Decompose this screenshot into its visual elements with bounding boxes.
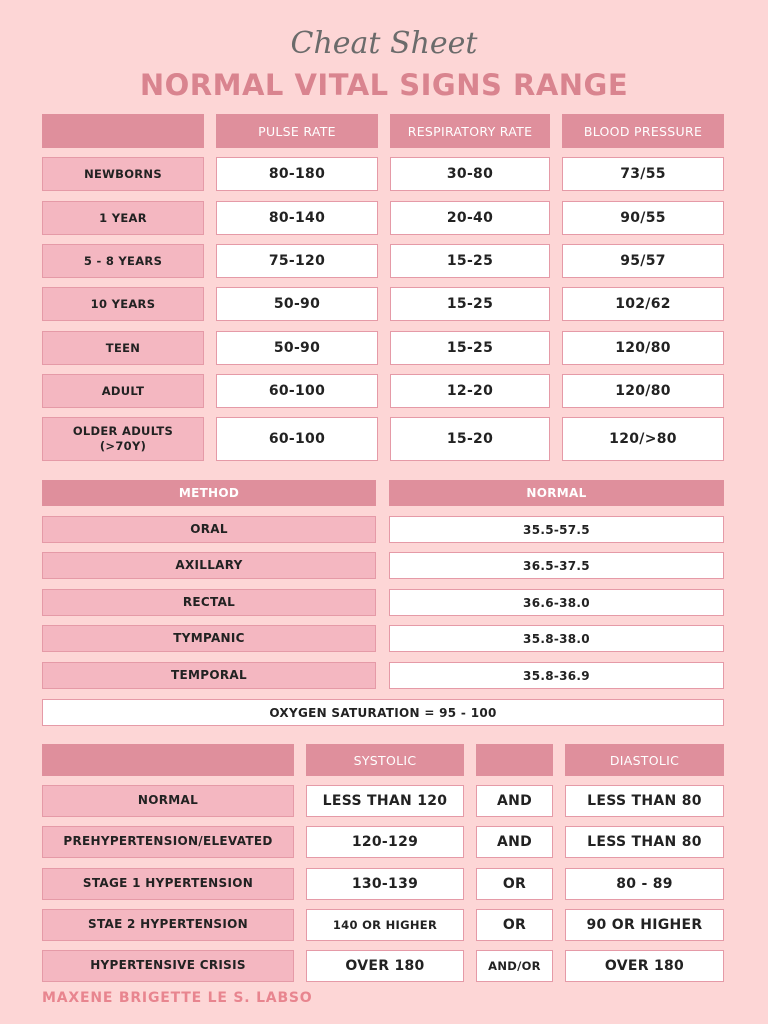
respiratory-rate-value: 15-25 — [390, 244, 550, 278]
blood-pressure-value: 120/80 — [562, 374, 724, 408]
temperature-method-label: RECTAL — [42, 589, 376, 616]
table2-header-method: METHOD — [42, 480, 376, 506]
temperature-normal-value: 35.8-36.9 — [389, 662, 724, 689]
temperature-method-label: AXILLARY — [42, 552, 376, 579]
pulse-rate-value: 60-100 — [216, 374, 378, 408]
table1-header-pulse: PULSE RATE — [216, 114, 378, 148]
temperature-method-label: TEMPORAL — [42, 662, 376, 689]
respiratory-rate-value: 15-25 — [390, 287, 550, 321]
blood-pressure-value: 102/62 — [562, 287, 724, 321]
diastolic-value: LESS THAN 80 — [565, 826, 724, 858]
systolic-value: OVER 180 — [306, 950, 464, 982]
oxygen-saturation: OXYGEN SATURATION = 95 - 100 — [42, 699, 724, 726]
age-group-label: ADULT — [42, 374, 204, 408]
age-group-label: 5 - 8 YEARS — [42, 244, 204, 278]
conjunction-value: AND — [476, 826, 553, 858]
respiratory-rate-value: 30-80 — [390, 157, 550, 191]
age-group-label: OLDER ADULTS (>70Y) — [42, 417, 204, 461]
table1-header-resp: RESPIRATORY RATE — [390, 114, 550, 148]
age-group-label: NEWBORNS — [42, 157, 204, 191]
table3-header-conj-blank — [476, 744, 553, 776]
subtitle-script: Cheat Sheet — [290, 26, 478, 61]
temperature-normal-value: 36.6-38.0 — [389, 589, 724, 616]
bp-category-label: PREHYPERTENSION/ELEVATED — [42, 826, 294, 858]
temperature-method-label: TYMPANIC — [42, 625, 376, 652]
respiratory-rate-value: 15-20 — [390, 417, 550, 461]
systolic-value: 120-129 — [306, 826, 464, 858]
table3-header-diastolic: DIASTOLIC — [565, 744, 724, 776]
table3-header-systolic: SYSTOLIC — [306, 744, 464, 776]
bp-category-label: HYPERTENSIVE CRISIS — [42, 950, 294, 982]
conjunction-value: OR — [476, 868, 553, 900]
blood-pressure-value: 73/55 — [562, 157, 724, 191]
bp-category-label: NORMAL — [42, 785, 294, 817]
pulse-rate-value: 60-100 — [216, 417, 378, 461]
diastolic-value: 80 - 89 — [565, 868, 724, 900]
pulse-rate-value: 50-90 — [216, 287, 378, 321]
diastolic-value: 90 OR HIGHER — [565, 909, 724, 941]
bp-category-label: STAGE 1 HYPERTENSION — [42, 868, 294, 900]
conjunction-value: AND — [476, 785, 553, 817]
age-group-label: TEEN — [42, 331, 204, 365]
temperature-normal-value: 35.8-38.0 — [389, 625, 724, 652]
systolic-value: LESS THAN 120 — [306, 785, 464, 817]
pulse-rate-value: 80-140 — [216, 201, 378, 235]
table1-header-bp: BLOOD PRESSURE — [562, 114, 724, 148]
table3-header-blank — [42, 744, 294, 776]
temperature-method-label: ORAL — [42, 516, 376, 543]
age-group-label: 1 YEAR — [42, 201, 204, 235]
temperature-normal-value: 35.5-57.5 — [389, 516, 724, 543]
author-credit: MAXENE BRIGETTE LE S. LABSO — [42, 990, 313, 1006]
conjunction-value: AND/OR — [476, 950, 553, 982]
blood-pressure-value: 95/57 — [562, 244, 724, 278]
diastolic-value: OVER 180 — [565, 950, 724, 982]
pulse-rate-value: 50-90 — [216, 331, 378, 365]
blood-pressure-value: 90/55 — [562, 201, 724, 235]
pulse-rate-value: 75-120 — [216, 244, 378, 278]
systolic-value: 140 OR HIGHER — [306, 909, 464, 941]
page-title: NORMAL VITAL SIGNS RANGE — [139, 68, 629, 102]
conjunction-value: OR — [476, 909, 553, 941]
temperature-normal-value: 36.5-37.5 — [389, 552, 724, 579]
blood-pressure-value: 120/80 — [562, 331, 724, 365]
diastolic-value: LESS THAN 80 — [565, 785, 724, 817]
bp-category-label: STAE 2 HYPERTENSION — [42, 909, 294, 941]
systolic-value: 130-139 — [306, 868, 464, 900]
table1-header-blank — [42, 114, 204, 148]
blood-pressure-value: 120/>80 — [562, 417, 724, 461]
table2-header-normal: NORMAL — [389, 480, 724, 506]
pulse-rate-value: 80-180 — [216, 157, 378, 191]
respiratory-rate-value: 12-20 — [390, 374, 550, 408]
respiratory-rate-value: 20-40 — [390, 201, 550, 235]
age-group-label: 10 YEARS — [42, 287, 204, 321]
respiratory-rate-value: 15-25 — [390, 331, 550, 365]
